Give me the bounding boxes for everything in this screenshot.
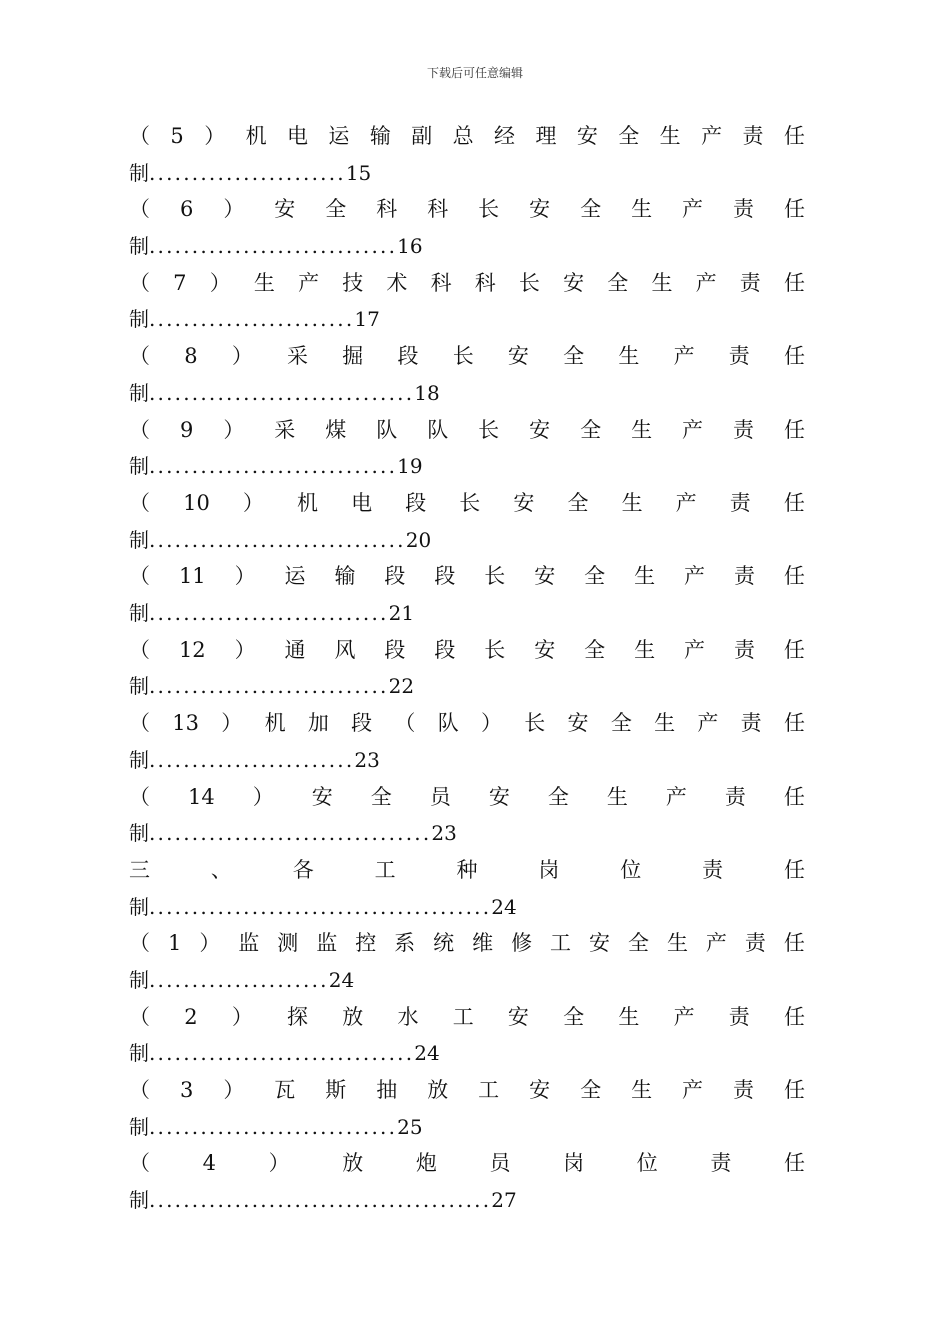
title-char: 瓦 [274, 1078, 296, 1103]
title-char: 全 [580, 417, 602, 442]
title-char: 安 [529, 1078, 551, 1103]
title-char: 生 [654, 711, 676, 736]
dot-leader: ....................... [149, 160, 346, 185]
title-char: 队 [427, 417, 449, 442]
toc-entry [129, 1072, 805, 1145]
toc-entry-title [129, 338, 805, 375]
toc-entry-title [129, 191, 805, 228]
title-char: 安 [488, 784, 510, 809]
toc-entry [129, 632, 805, 705]
toc-entry-title [129, 1145, 805, 1182]
page-number: 25 [397, 1114, 423, 1139]
title-char: 段 [351, 711, 373, 736]
toc-entry-continuation [129, 1109, 805, 1146]
title-char: 生 [659, 124, 681, 148]
title-char: 14 [188, 784, 215, 809]
page-number: 22 [388, 674, 415, 699]
title-tail: 制 [129, 1114, 149, 1139]
page-number: 16 [397, 234, 423, 259]
title-char: 通 [284, 637, 306, 662]
title-char: 全 [325, 197, 347, 222]
title-char: 产 [684, 637, 706, 662]
dot-leader: ............................ [149, 601, 389, 626]
page-number: 18 [414, 380, 440, 405]
dot-leader: .............................. [149, 527, 406, 552]
title-char: 长 [484, 637, 506, 662]
title-char: 、 [210, 857, 232, 882]
title-char: ） [231, 344, 253, 369]
toc-entry [129, 705, 805, 778]
toc-entry [129, 118, 805, 191]
title-char: 工 [374, 857, 396, 882]
title-char: 岗 [563, 1151, 585, 1176]
title-char: 生 [618, 1004, 640, 1029]
title-char: 安 [507, 344, 529, 369]
toc-entry [129, 999, 805, 1072]
title-char: 产 [682, 1078, 704, 1103]
title-char: 11 [178, 564, 206, 589]
title-char: 岗 [538, 857, 560, 882]
title-char: 控 [355, 931, 377, 956]
title-char: 安 [589, 931, 610, 956]
title-char: 员 [489, 1151, 511, 1176]
title-char: 生 [631, 417, 653, 442]
title-char: 生 [631, 197, 653, 222]
title-char: 任 [783, 490, 805, 515]
title-char: 产 [682, 197, 704, 222]
title-char: 任 [783, 711, 805, 736]
toc-entry-continuation [129, 962, 805, 999]
dot-leader: ..................... [149, 967, 329, 992]
title-char: 责 [733, 417, 754, 442]
title-char: 掘 [342, 344, 364, 369]
title-char: 机 [264, 711, 286, 736]
title-char: （ [129, 124, 150, 148]
title-char: 任 [783, 564, 805, 589]
dot-leader: ............................... [149, 380, 415, 405]
title-char: 生 [634, 564, 656, 589]
title-tail: 制 [129, 747, 149, 772]
title-char: 采 [274, 417, 296, 442]
title-char: 产 [298, 270, 320, 295]
title-tail: 制 [129, 1188, 149, 1213]
title-char: 责 [733, 564, 755, 589]
dot-leader: ............................... [149, 1041, 415, 1066]
title-char: ） [231, 1004, 253, 1029]
title-char: 生 [666, 931, 688, 956]
title-char: 责 [733, 197, 754, 222]
title-tail: 制 [129, 674, 149, 699]
toc-entry-continuation [129, 1182, 805, 1219]
toc-entry-continuation [129, 742, 805, 779]
title-char: ） [223, 1078, 245, 1103]
title-char: 放 [342, 1004, 364, 1029]
title-char: 任 [784, 1151, 805, 1176]
title-char: （ [129, 1078, 150, 1103]
title-char: 风 [334, 637, 356, 662]
title-char: 7 [173, 270, 187, 295]
title-char: 段 [434, 637, 456, 662]
title-char: 段 [384, 637, 406, 662]
title-char: 安 [507, 1004, 529, 1029]
dot-leader: ................................. [149, 821, 432, 846]
title-char: 种 [456, 857, 478, 882]
title-char: 全 [547, 784, 569, 809]
title-char: 安 [311, 784, 333, 809]
title-char: 安 [563, 270, 585, 295]
title-char: ） [199, 931, 221, 956]
title-char: 段 [384, 564, 406, 589]
dot-leader: ............................. [149, 454, 398, 479]
title-tail: 制 [129, 967, 149, 992]
dot-leader: ........................ [149, 747, 355, 772]
toc-entry-title [129, 1072, 805, 1109]
title-char: 生 [606, 784, 628, 809]
title-char: 12 [178, 637, 206, 662]
toc-entry-title [129, 118, 805, 155]
title-char: ） [209, 270, 231, 295]
toc-entry [129, 925, 805, 998]
page-number: 27 [491, 1188, 517, 1213]
title-char: ） [221, 711, 243, 736]
title-char: 产 [697, 711, 719, 736]
title-char: 采 [287, 344, 309, 369]
title-char: 13 [172, 711, 200, 736]
title-char: 责 [728, 344, 750, 369]
page-number: 23 [354, 747, 380, 772]
toc-entry-continuation [129, 155, 805, 192]
toc-entry-continuation [129, 668, 805, 705]
title-char: 技 [342, 270, 364, 295]
title-char: 全 [370, 784, 392, 809]
title-char: 电 [351, 490, 373, 515]
title-char: 责 [733, 637, 755, 662]
title-char: 监 [316, 931, 338, 956]
title-char: 队 [376, 417, 398, 442]
title-char: （ [129, 490, 150, 515]
title-char: 产 [673, 344, 695, 369]
dot-leader: ............................. [149, 1114, 398, 1139]
title-tail: 制 [129, 234, 149, 259]
title-char: 2 [184, 1004, 198, 1029]
title-char: 科 [430, 270, 452, 295]
title-char: （ [129, 1004, 150, 1029]
title-char: 8 [184, 344, 198, 369]
title-tail: 制 [129, 527, 149, 552]
title-char: 责 [710, 1151, 732, 1176]
title-char: 产 [684, 564, 706, 589]
title-char: 产 [701, 124, 723, 148]
title-char: 任 [783, 417, 805, 442]
title-char: （ [129, 197, 150, 222]
title-char: 责 [702, 857, 724, 882]
toc-entry-title [129, 852, 805, 889]
title-char: 3 [179, 1078, 194, 1103]
toc-entry-title [129, 999, 805, 1036]
title-char: 总 [452, 124, 474, 148]
title-char: 生 [618, 344, 640, 369]
toc-entry-title [129, 779, 805, 816]
title-char: 全 [580, 197, 602, 222]
title-char: 运 [284, 564, 306, 589]
toc-entry [129, 1145, 805, 1218]
title-char: 工 [478, 1078, 500, 1103]
title-char: 安 [529, 417, 551, 442]
title-char: 机 [245, 124, 267, 148]
title-char: 科 [427, 197, 449, 222]
title-tail: 制 [129, 454, 149, 479]
title-tail: 制 [129, 380, 149, 405]
title-char: （ [129, 564, 150, 589]
title-char: 长 [484, 564, 506, 589]
toc-entry-title [129, 925, 805, 962]
title-char: 任 [783, 637, 805, 662]
title-char: 统 [433, 931, 455, 956]
title-char: （ [129, 931, 150, 956]
title-char: 探 [287, 1004, 309, 1029]
toc-entry-continuation [129, 1035, 805, 1072]
toc-entry-continuation [129, 522, 805, 559]
toc-entry-title [129, 632, 805, 669]
title-char: 长 [518, 270, 540, 295]
title-char: 产 [675, 490, 697, 515]
title-char: 责 [742, 124, 764, 148]
title-char: 输 [334, 564, 356, 589]
title-char: 安 [513, 490, 535, 515]
toc-entry-continuation [129, 595, 805, 632]
title-char: 责 [733, 1078, 754, 1103]
title-char: 责 [728, 1004, 750, 1029]
page-number: 21 [388, 601, 415, 626]
toc-entry-continuation [129, 889, 805, 926]
title-char: 队 [437, 711, 459, 736]
title-char: 生 [253, 270, 275, 295]
title-char: 长 [452, 344, 474, 369]
title-char: 三 [129, 857, 150, 882]
title-char: ） [204, 124, 226, 148]
title-char: 修 [511, 931, 533, 956]
title-char: 任 [783, 270, 805, 295]
title-char: 监 [238, 931, 260, 956]
title-char: （ [129, 417, 150, 442]
toc-entry-continuation [129, 448, 805, 485]
title-char: （ [129, 270, 150, 295]
title-char: 任 [783, 124, 805, 148]
title-char: 员 [429, 784, 451, 809]
title-char: 全 [567, 490, 589, 515]
dot-leader: ............................. [149, 234, 398, 259]
title-char: 安 [534, 637, 556, 662]
title-char: 测 [277, 931, 299, 956]
title-char: 产 [705, 931, 727, 956]
title-char: 生 [631, 1078, 653, 1103]
toc-entry-title [129, 412, 805, 449]
page-header: 下载后可任意编辑 [426, 66, 523, 80]
title-char: ） [242, 490, 264, 515]
title-char: 斯 [325, 1078, 347, 1103]
title-char: ） [223, 197, 245, 222]
title-char: 各 [292, 857, 314, 882]
title-tail: 制 [129, 307, 149, 332]
title-char: 责 [740, 711, 762, 736]
title-char: ） [223, 417, 245, 442]
title-char: 责 [729, 490, 751, 515]
title-char: 加 [307, 711, 329, 736]
title-char: 位 [636, 1151, 658, 1176]
title-char: ） [234, 637, 256, 662]
title-char: 煤 [325, 417, 347, 442]
title-char: 全 [584, 637, 606, 662]
page-number: 20 [405, 527, 432, 552]
title-tail: 制 [129, 160, 149, 185]
page-number: 23 [431, 821, 457, 846]
title-char: 系 [394, 931, 416, 956]
title-char: 责 [739, 270, 761, 295]
dot-leader: ............................ [149, 674, 389, 699]
toc-entry [129, 558, 805, 631]
title-char: 工 [452, 1004, 474, 1029]
toc-entry-title [129, 265, 805, 302]
title-char: 10 [183, 490, 210, 515]
title-char: （ [129, 344, 150, 369]
toc-entry-continuation [129, 375, 805, 412]
title-char: 工 [550, 931, 572, 956]
toc-entry [129, 265, 805, 338]
toc-entry [129, 852, 805, 925]
title-char: 1 [167, 931, 182, 956]
title-char: 抽 [376, 1078, 398, 1103]
title-char: ） [252, 784, 274, 809]
title-char: 长 [524, 711, 546, 736]
title-char: 产 [665, 784, 687, 809]
title-char: （ [129, 637, 150, 662]
title-char: 责 [744, 931, 766, 956]
dot-leader: ........................................ [149, 1188, 492, 1213]
title-char: 产 [695, 270, 717, 295]
title-char: 放 [427, 1078, 449, 1103]
title-char: 生 [621, 490, 643, 515]
title-tail: 制 [129, 894, 149, 919]
title-char: 段 [405, 490, 427, 515]
title-char: 长 [478, 417, 500, 442]
toc-entry-title [129, 705, 805, 742]
title-char: 水 [397, 1004, 419, 1029]
title-char: 安 [534, 564, 556, 589]
title-char: 5 [170, 124, 184, 148]
title-char: 长 [478, 197, 500, 222]
title-char: ） [480, 711, 502, 736]
title-char: 机 [297, 490, 319, 515]
title-char: 科 [376, 197, 398, 222]
title-char: 全 [610, 711, 632, 736]
page-number: 24 [328, 967, 355, 992]
title-char: 炮 [415, 1151, 437, 1176]
toc-entry [129, 485, 805, 558]
table-of-contents [129, 118, 805, 1219]
title-char: 9 [179, 417, 194, 442]
title-char: 任 [784, 1004, 805, 1029]
title-char: 4 [202, 1151, 216, 1176]
title-char: 全 [618, 124, 640, 148]
title-char: ） [268, 1151, 290, 1176]
dot-leader: ........................ [149, 307, 355, 332]
title-char: 全 [607, 270, 629, 295]
toc-entry [129, 779, 805, 852]
title-tail: 制 [129, 821, 149, 846]
title-char: 任 [783, 197, 805, 222]
title-char: 理 [535, 124, 557, 148]
title-char: 副 [411, 124, 433, 148]
page-number: 24 [491, 894, 517, 919]
title-char: 安 [529, 197, 551, 222]
title-char: 科 [474, 270, 496, 295]
title-char: 任 [783, 931, 805, 956]
toc-entry-title [129, 485, 805, 522]
title-char: 生 [651, 270, 673, 295]
title-char: 维 [472, 931, 494, 956]
toc-entry [129, 338, 805, 411]
page-number: 15 [345, 160, 372, 185]
title-char: 安 [576, 124, 598, 148]
title-char: （ [129, 711, 150, 736]
page-number: 17 [354, 307, 380, 332]
page-number: 19 [397, 454, 423, 479]
toc-entry [129, 412, 805, 485]
title-char: 产 [673, 1004, 695, 1029]
title-char: 全 [627, 931, 649, 956]
title-char: 任 [783, 1078, 805, 1103]
title-char: 经 [494, 124, 516, 148]
title-char: 安 [567, 711, 589, 736]
title-char: 段 [397, 344, 419, 369]
dot-leader: ........................................ [149, 894, 492, 919]
title-char: 任 [784, 344, 805, 369]
toc-entry-title [129, 558, 805, 595]
title-char: 输 [369, 124, 391, 148]
title-tail: 制 [129, 1041, 149, 1066]
title-char: （ [129, 784, 150, 809]
title-char: 电 [287, 124, 308, 148]
title-tail: 制 [129, 601, 149, 626]
toc-entry-continuation [129, 301, 805, 338]
title-char: 安 [274, 197, 296, 222]
title-char: 任 [783, 784, 805, 809]
title-char: 全 [584, 564, 606, 589]
title-char: 6 [179, 197, 194, 222]
title-char: 全 [563, 344, 585, 369]
title-char: 产 [682, 417, 704, 442]
title-char: ） [234, 564, 256, 589]
title-char: 长 [459, 490, 481, 515]
title-char: 放 [342, 1151, 364, 1176]
toc-entry [129, 191, 805, 264]
title-char: 位 [620, 857, 642, 882]
title-char: 全 [563, 1004, 585, 1029]
title-char: 段 [434, 564, 456, 589]
title-char: 运 [328, 124, 350, 148]
title-char: （ [129, 1151, 150, 1176]
title-char: 责 [724, 784, 746, 809]
page-number: 24 [414, 1041, 440, 1066]
toc-entry-continuation [129, 228, 805, 265]
title-char: （ [394, 711, 416, 736]
toc-entry-continuation [129, 815, 805, 852]
title-char: 全 [580, 1078, 602, 1103]
title-char: 生 [634, 637, 656, 662]
title-char: 术 [386, 270, 408, 295]
title-char: 任 [784, 857, 805, 882]
